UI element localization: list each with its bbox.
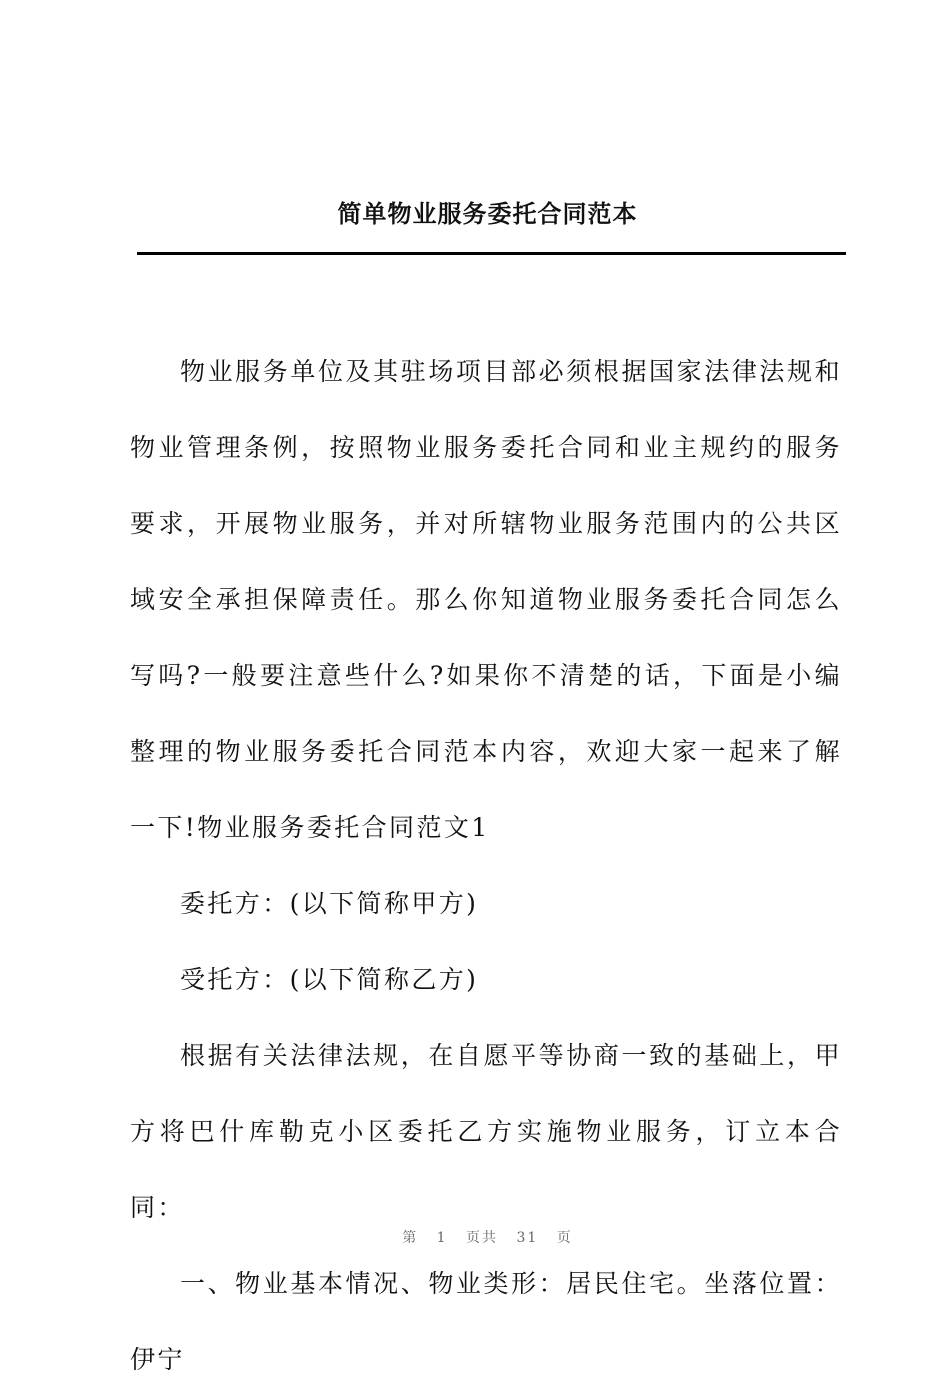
paragraph-intro: 物业服务单位及其驻场项目部必须根据国家法律法规和物业管理条例，按照物业服务委托合同和业主规约的服务要求，开展物业服务，并对所辖物业服务范围内的公共区域安全承担保障责任。那么你知道物业服务委托合同怎么写吗?一般要注意些什么?如果你不清楚的话，下面是小编整理的物业服务委托合同范本内容，欢迎大家一起来了解一下!物业服务委托合同范文1 — [130, 357, 842, 842]
footer-prefix: 第 — [402, 1230, 419, 1246]
footer-middle: 页共 — [466, 1230, 499, 1246]
footer-suffix: 页 — [556, 1230, 573, 1246]
paragraph-section-one: 一、物业基本情况、物业类形：居民住宅。坐落位置：伊宁 — [130, 1269, 842, 1374]
document-title: 简单物业服务委托合同范本 — [337, 199, 638, 228]
paragraph-contractor: 受托方：(以下简称乙方) — [180, 965, 479, 994]
footer-total-pages: 31 — [516, 1230, 539, 1246]
title-underline — [137, 252, 846, 255]
paragraph-client: 委托方：(以下简称甲方) — [180, 889, 479, 918]
paragraph-basis: 根据有关法律法规，在自愿平等协商一致的基础上，甲方将巴什库勒克小区委托乙方实施物业服务，订立本合同： — [130, 1041, 842, 1222]
footer-current-page: 1 — [436, 1230, 448, 1246]
page-footer — [0, 1228, 950, 1248]
